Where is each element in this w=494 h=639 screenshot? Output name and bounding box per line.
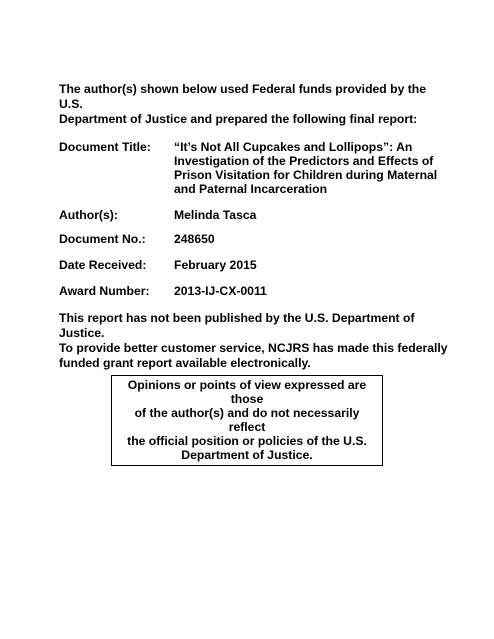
disclaimer-line-2: of the author(s) and do not necessarily reflect bbox=[134, 406, 360, 434]
author-label: Author(s): bbox=[59, 208, 118, 222]
disclaimer-line-3: the official position or policies of the U.S. bbox=[127, 434, 367, 448]
document-title-label: Document Title: bbox=[59, 140, 151, 154]
disclaimer-line-1: Opinions or points of view expressed are those bbox=[127, 378, 367, 406]
author-value: Melinda Tasca bbox=[174, 208, 257, 222]
notice-paragraph bbox=[59, 311, 449, 371]
disclaimer-line-4: Department of Justice. bbox=[181, 448, 313, 462]
intro-paragraph bbox=[59, 82, 439, 127]
disclaimer-box bbox=[111, 375, 383, 466]
date-received-label: Date Received: bbox=[59, 258, 147, 272]
intro-line-1: The author(s) shown below used Federal funds provided by the U.S. bbox=[59, 82, 427, 111]
document-number-value: 248650 bbox=[174, 232, 215, 246]
date-received-value: February 2015 bbox=[174, 258, 257, 272]
award-number-value: 2013-IJ-CX-0011 bbox=[174, 284, 267, 298]
document-number-label: Document No.: bbox=[59, 232, 146, 246]
notice-line-3: funded grant report available electronically. bbox=[59, 356, 311, 370]
notice-line-1: This report has not been published by the U.S. Department of Justice. bbox=[59, 311, 415, 340]
document-title-value: “It’s Not All Cupcakes and Lollipops”: An Investigation of the Predictors and Effects of Prison Visitation for Children during Maternal and Paternal Incarceration bbox=[174, 140, 438, 196]
notice-line-2: To provide better customer service, NCJRS has made this federally bbox=[59, 341, 448, 355]
intro-line-2: Department of Justice and prepared the following final report: bbox=[59, 112, 418, 126]
award-number-label: Award Number: bbox=[59, 284, 150, 298]
